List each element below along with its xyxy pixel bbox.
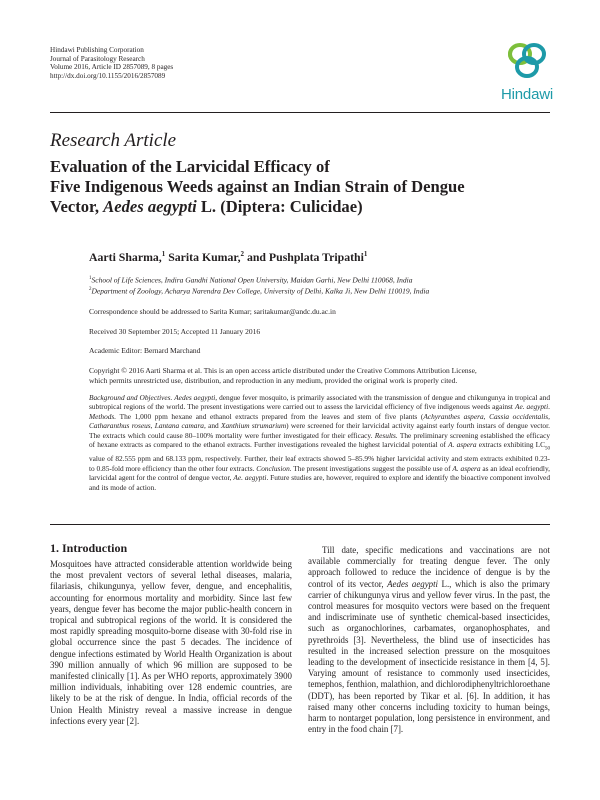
article-type: Research Article	[50, 130, 177, 151]
article-title	[50, 157, 550, 217]
publisher-name: Hindawi Publishing Corporation	[50, 46, 144, 54]
received-dates: Received 30 September 2015; Accepted 11 January 2016	[89, 327, 261, 336]
affiliation-1: $^1$School of Life Sciences, Indira Gandhi National Open University, Maidan Garhi, New Delhi 110068, India	[89, 275, 413, 285]
abstract: Background and Objectives. Aedes aegypti, dengue fever mosquito, is primarily associated with the transmission of dengue and chikungunya in tropical and subtropical regions of the world. The present investigations were carried out to assess the larvicidal efficiency of five indigenous weeds against Ae. aegypti. Methods. The 1,000 ppm hexane and ethanol extracts prepared from the leaves and stem of five plants (Achyranthes aspera, Cassia occidentalis, Catharanthus roseus, Lantana camara, and Xanthium strumarium) were screened for their larvicidal activity against early fourth instars of dengue vector. The extracts which could cause 80–100% mortality were further investigated for their efficacy. Results. The preliminary screening established the efficacy of hexane extracts as compared to the ethanol extracts. Further investigations revealed the highest larvicidal potential of A. aspera extracts exhibiting $LC_{50}$ value of 82.555 ppm and 68.133 ppm, respectively. Further, their leaf extracts showed 5–85.9% higher larvicidal activity and stem extracts exhibited 0.23- to 0.85-fold more efficiency than the other four extracts. Conclusion. The present investigations suggest the possible use of A. aspera as an ideal ecofriendly, larvicidal agent for the control of dengue vector, Ae. aegypti. Future studies are, however, required to explore and identify the bioactive component involved and its mode of action.	[89, 393, 551, 492]
header-rule	[50, 112, 550, 113]
journal-info	[50, 46, 173, 80]
hindawi-rings-icon	[505, 41, 549, 81]
section-heading: 1. Introduction	[50, 541, 128, 555]
paragraph: Till date, specific medications and vaccinations are not available commercially for treating dengue fever. The only approach followed to reduce the incidence of dengue is by the control of its vector, Aedes aegypti L., which is also the primary carrier of chikungunya virus and yellow fever virus. In the past, the control measures for mosquito vectors were based on the frequent and indiscriminate use of synthetic chemical-based insecticides, such as organochlorines, carbamates, organophosphates, and pyrethroids [3]. Nevertheless, the blind use of insecticides has resulted in the increased selection pressure on the mosquitoes leading to the development of insecticide resistance in them [4, 5]. Varying amount of resistance to commonly used insecticides, temephos, fenthion, malathion, and dichlorodiphenyltrichloroethane (DDT), has been reported by Tikar et al. [6]. In addition, it has raised many other concerns including toxicity to human beings, harm to nontarget population, long persistence in environment, and entry in the food chain [7].	[308, 545, 550, 735]
copyright-line-1: Copyright © 2016 Aarti Sharma et al. This is an open access article distributed under the Creative Commons Attribution License,	[89, 366, 477, 375]
author-list: Aarti Sharma,$^1$ Sarita Kumar,$^2$ and Pushplata Tripathi$^1$	[89, 250, 368, 264]
volume-info: Volume 2016, Article ID 2857089, 8 pages	[50, 63, 174, 72]
journal-name: Journal of Parasitology Research	[50, 54, 145, 63]
author-name: Sarita Kumar,	[165, 250, 241, 264]
title-line-3: Vector, Aedes aegypti L. (Diptera: Culicidae)	[50, 197, 363, 216]
author-name: Aarti Sharma,	[89, 250, 162, 264]
copyright-line-2: which permits unrestricted use, distribution, and reproduction in any medium, provided the original work is properly cited.	[89, 376, 458, 385]
abstract-rule	[50, 524, 550, 525]
hindawi-wordmark: Hindawi	[501, 86, 553, 103]
academic-editor: Academic Editor: Bernard Marchand	[89, 346, 201, 355]
title-line-2: Five Indigenous Weeds against an Indian Strain of Dengue	[50, 177, 465, 196]
affiliation-2: $^2$Department of Zoology, Acharya Narendra Dev College, University of Delhi, Kalka Ji, New Delhi 110019, India	[89, 286, 430, 296]
title-line-1: Evaluation of the Larvicidal Efficacy of	[50, 157, 330, 176]
doi-link[interactable]: http://dx.doi.org/10.1155/2016/2857089	[50, 71, 166, 80]
paragraph: Mosquitoes have attracted considerable attention worldwide being the most prevalent vectors of several lethal diseases, malaria, filariasis, chikungunya, yellow fever, dengue, and encephalitis, accounting for enormous mortality and morbidity. Since last few years, dengue fever has become the major public-health concern in tropical and subtropical regions of the world. It is considered the most rapidly spreading mosquito-borne disease with 30-fold rise in global occurrence since the past 5 decades. The incidence of dengue infections estimated by World Health Organization is about 390 million annually of which 96 million are supposed to be manifested clinically [1]. As per WHO reports, approximately 3900 million individuals, inhabiting over 128 endemic countries, are likely to be at the risk of dengue. In India, official records of the Union Health Ministry reveal a massive increase in dengue infections every year [2].	[50, 559, 292, 726]
hindawi-logo	[496, 41, 558, 107]
body-column-right	[308, 545, 550, 735]
author-name: and Pushplata Tripathi	[244, 250, 364, 264]
correspondence: Correspondence should be addressed to Sarita Kumar; saritakumar@andc.du.ac.in	[89, 307, 336, 316]
body-column-left	[50, 559, 292, 727]
